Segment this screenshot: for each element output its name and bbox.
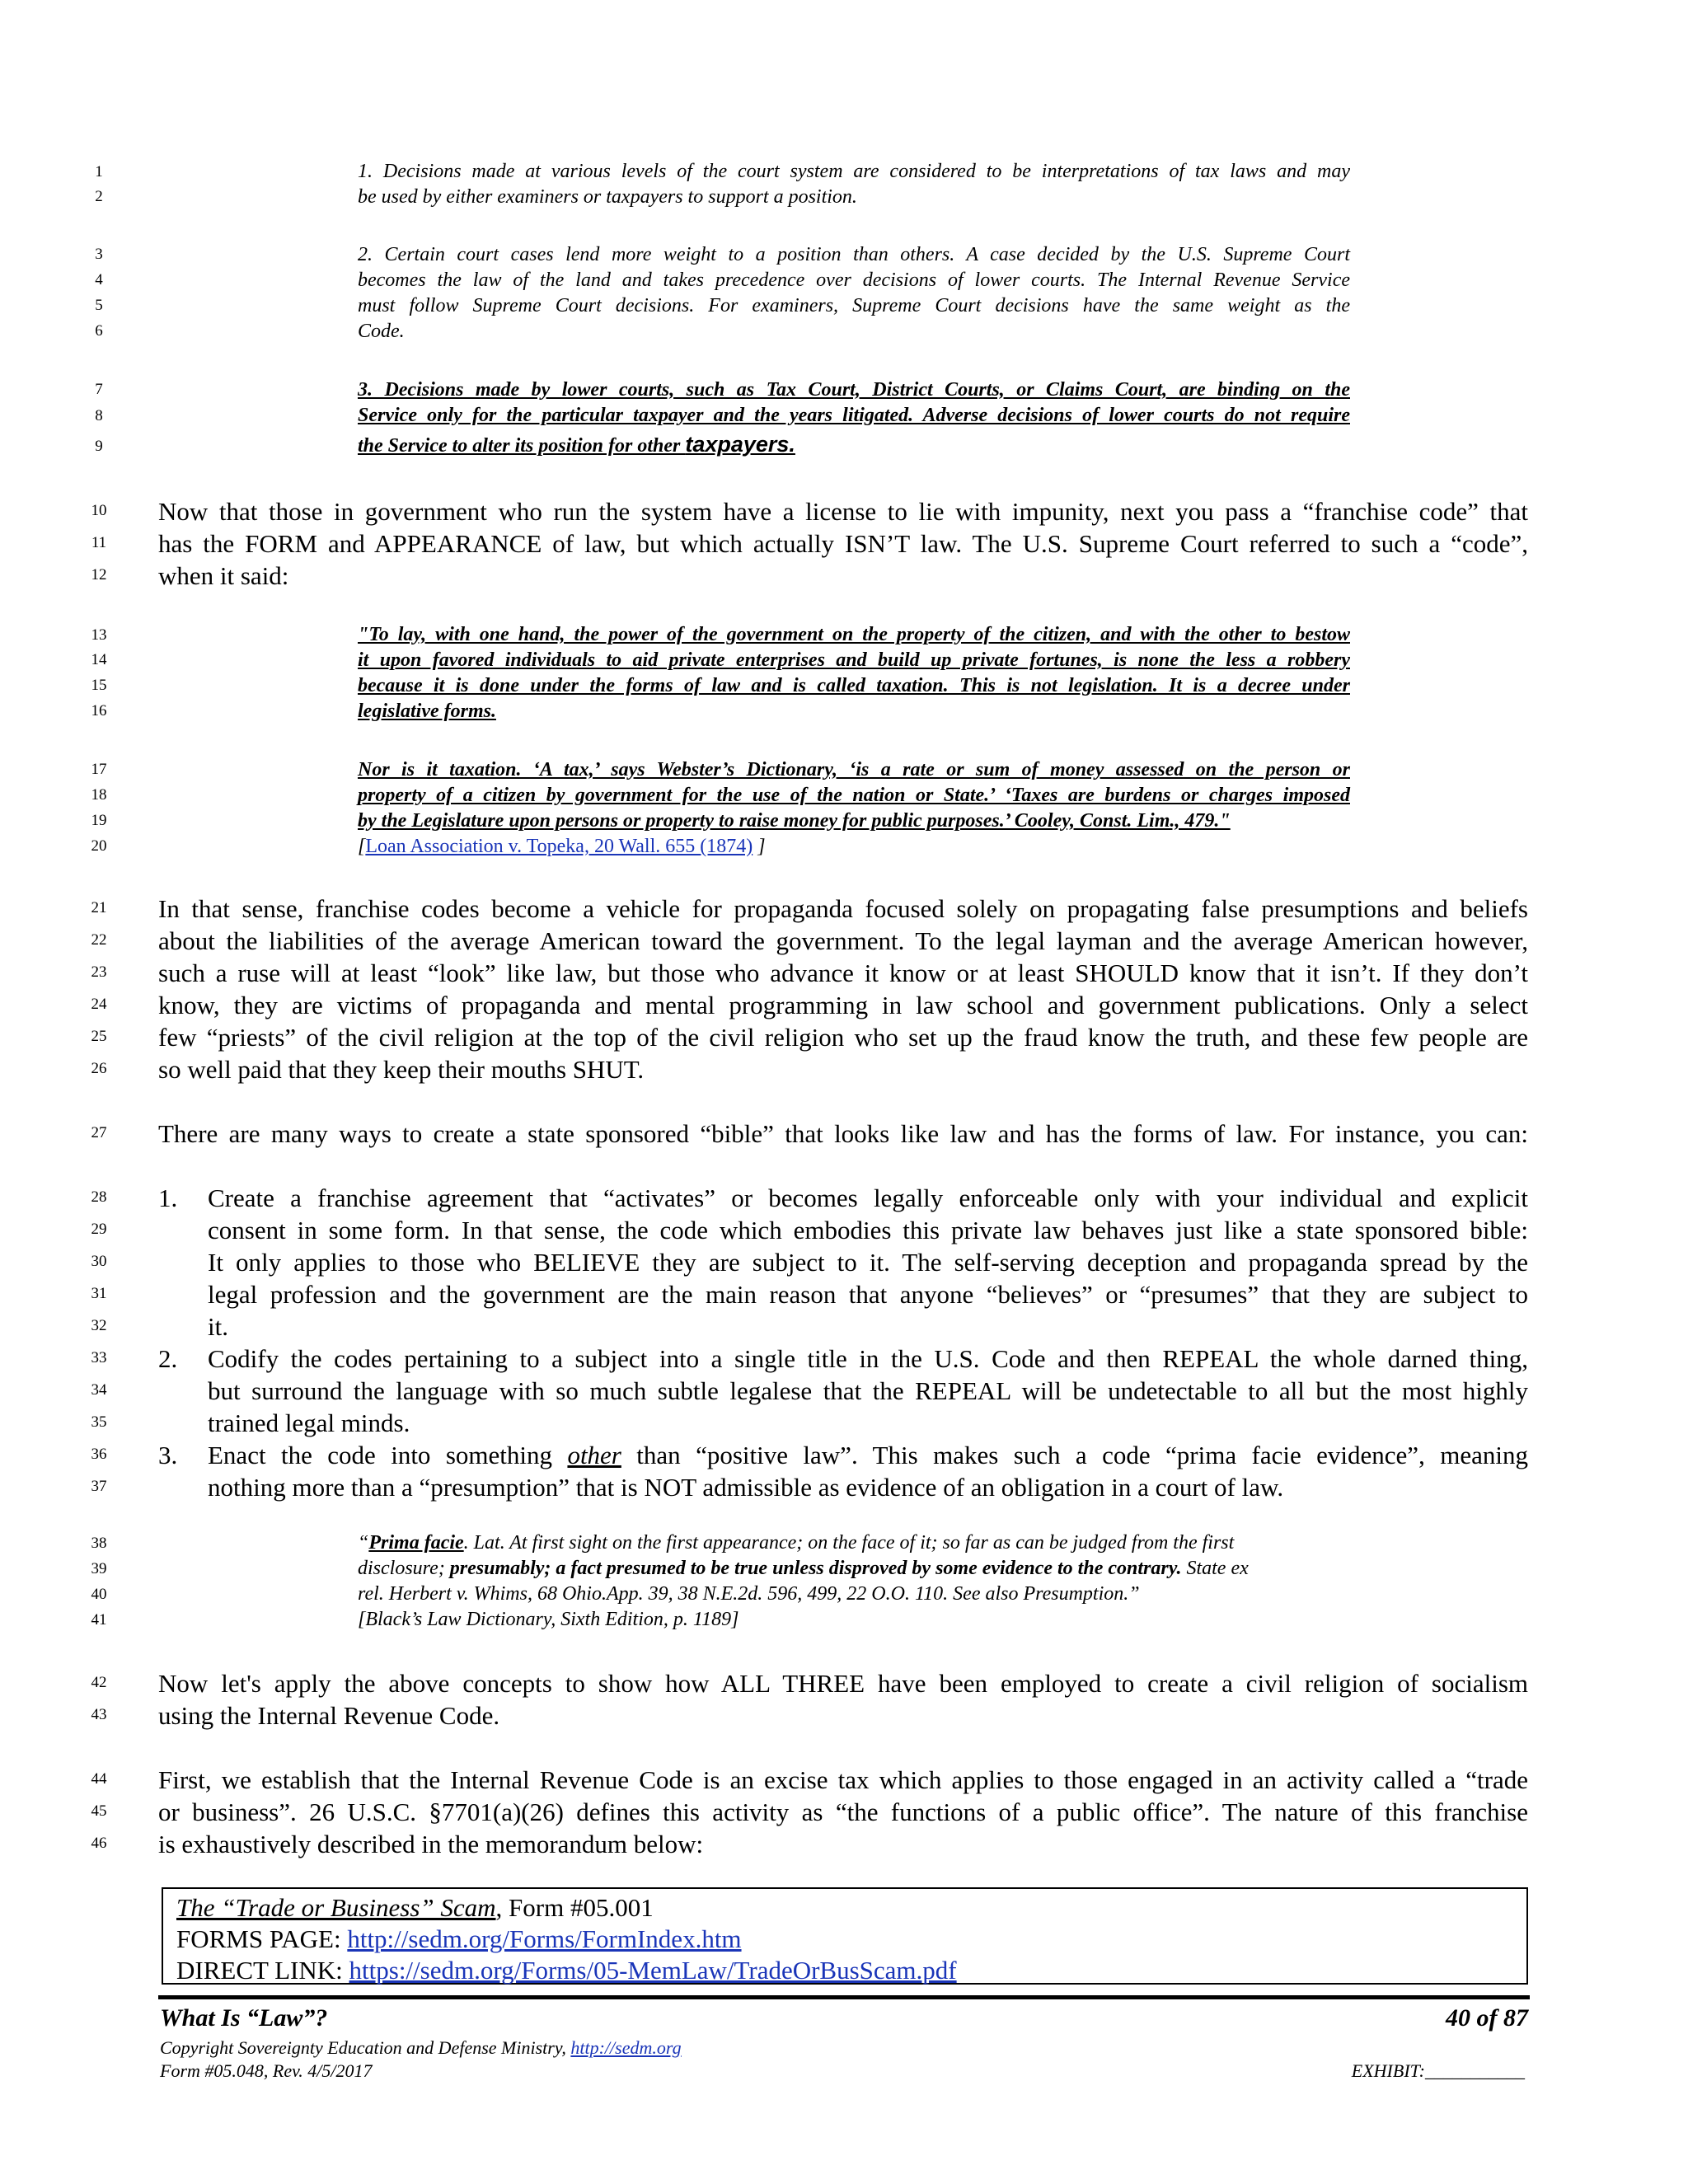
quote-text: the Service to alter its position for other — [358, 435, 686, 457]
quote-line: legislative forms. — [358, 701, 496, 722]
direct-link[interactable]: https://sedm.org/Forms/05-MemLaw/TradeOrBusScam.pdf — [349, 1956, 957, 1985]
line-number: 22 — [91, 931, 107, 949]
reference-title: The “Trade or Business” Scam — [176, 1893, 496, 1922]
line-number: 2 — [95, 188, 103, 205]
line-number: 21 — [91, 899, 107, 916]
line-number: 46 — [91, 1835, 107, 1852]
quote-line: Nor is it taxation. ‘A tax,’ says Webster’s Dictionary, ‘is a rate or sum of money assessed on the person or — [358, 759, 1350, 780]
line-number: 4 — [95, 271, 103, 288]
citation-bracket: ] — [753, 836, 766, 857]
line-number: 28 — [91, 1188, 107, 1206]
body-line: Now let's apply the above concepts to show how ALL THREE have been employed to create a civil religion of socialism — [158, 1669, 1528, 1698]
line-number: 18 — [91, 786, 107, 804]
quote-line — [358, 1556, 1350, 1582]
quote-line: 3. Decisions made by lower courts, such as Tax Court, District Courts, or Claims Court, are binding on the — [358, 379, 1350, 401]
list-item-line: Create a franchise agreement that “activates” or becomes legally enforceable only with your individual and explicit — [208, 1183, 1528, 1212]
quote-line: [Black’s Law Dictionary, Sixth Edition, p. 1189] — [358, 1609, 739, 1630]
direct-link-line — [176, 1955, 957, 1986]
body-line: about the liabilities of the average American toward the government. To the legal layman and the average American however, — [158, 926, 1528, 955]
line-number: 6 — [95, 322, 103, 340]
list-text: Enact the code into something — [208, 1441, 568, 1469]
list-item-line: but surround the language with so much subtle legalese that the REPEAL will be undetectable to all but the most highly — [208, 1376, 1528, 1405]
quote-line — [358, 1530, 1350, 1556]
case-citation-link[interactable]: Loan Association v. Topeka, 20 Wall. 655 (1874) — [365, 836, 753, 857]
quote-line: Code. — [358, 321, 405, 342]
footer-copyright — [160, 2037, 682, 2059]
line-number: 23 — [91, 963, 107, 981]
list-item-line: it. — [208, 1312, 228, 1341]
copyright-text: Copyright Sovereignty Education and Defense Ministry, — [160, 2037, 571, 2058]
line-number: 30 — [91, 1253, 107, 1270]
body-line: such a ruse will at least “look” like law, but those who advance it know or at least SHOULD know that it isn’t. If they don’t — [158, 958, 1528, 987]
line-number: 13 — [91, 626, 107, 644]
line-number: 3 — [95, 246, 103, 263]
page-number: 40 of 87 — [1446, 2004, 1528, 2032]
quote-line: be used by either examiners or taxpayers to support a position. — [358, 186, 857, 208]
footer-form-number: Form #05.048, Rev. 4/5/2017 — [160, 2060, 373, 2081]
line-number: 44 — [91, 1770, 107, 1788]
line-number: 43 — [91, 1706, 107, 1723]
quote-line: becomes the law of the land and takes precedence over decisions of lower courts. The Internal Revenue Service — [358, 269, 1350, 291]
line-number: 36 — [91, 1446, 107, 1463]
list-number: 1. — [158, 1183, 178, 1212]
line-number: 17 — [91, 761, 107, 778]
list-item-line — [208, 1439, 1528, 1471]
line-number: 40 — [91, 1586, 107, 1603]
line-number: 25 — [91, 1028, 107, 1045]
line-number: 8 — [95, 407, 103, 424]
sedm-link[interactable]: http://sedm.org — [570, 2037, 682, 2058]
line-number: 27 — [91, 1124, 107, 1141]
quote-open: “ — [358, 1532, 369, 1554]
line-number: 35 — [91, 1413, 107, 1431]
defined-term: Prima facie — [368, 1532, 464, 1554]
footer-rule — [158, 1995, 1530, 1999]
quote-line: by the Legislature upon persons or property to raise money for public purposes.’ Cooley, Const. Lim., 479." — [358, 810, 1231, 832]
list-item-line: consent in some form. In that sense, the code which embodies this private law behaves just like a state sponsored bible: — [208, 1216, 1528, 1244]
list-item-line: legal profession and the government are the main reason that anyone “believes” or “presumes” that they are subject to — [208, 1280, 1528, 1309]
line-number: 45 — [91, 1802, 107, 1820]
line-number: 42 — [91, 1674, 107, 1691]
quote-line: it upon favored individuals to aid private enterprises and build up private fortunes, is none the less a robbery — [358, 649, 1350, 671]
line-number: 16 — [91, 702, 107, 719]
list-item-line: trained legal minds. — [208, 1408, 410, 1437]
quote-text: disclosure; — [358, 1558, 450, 1579]
quote-line: because it is done under the forms of law and is called taxation. This is not legislation. It is a decree under — [358, 675, 1350, 696]
quote-line: 2. Certain court cases lend more weight to a position than others. A case decided by the U.S. Supreme Court — [358, 244, 1350, 265]
list-emphasis: other — [567, 1441, 621, 1469]
forms-page-label: FORMS PAGE: — [176, 1924, 348, 1953]
list-number: 3. — [158, 1441, 178, 1469]
body-line: has the FORM and APPEARANCE of law, but which actually ISN’T law. The U.S. Supreme Court referred to such a “code”, — [158, 529, 1528, 558]
line-number: 33 — [91, 1349, 107, 1366]
body-line: using the Internal Revenue Code. — [158, 1701, 500, 1730]
line-number: 38 — [91, 1535, 107, 1552]
body-line: when it said: — [158, 561, 289, 590]
line-number: 24 — [91, 996, 107, 1013]
quote-line: Service only for the particular taxpayer and the years litigated. Adverse decisions of lower courts do not require — [358, 405, 1350, 426]
line-number: 41 — [91, 1611, 107, 1629]
quote-line — [358, 432, 1350, 459]
forms-page-link[interactable]: http://sedm.org/Forms/FormIndex.htm — [347, 1924, 742, 1953]
body-line: First, we establish that the Internal Revenue Code is an excise tax which applies to those engaged in an activity called a “trade — [158, 1765, 1528, 1794]
line-number: 31 — [91, 1285, 107, 1302]
line-number: 20 — [91, 837, 107, 855]
line-number: 39 — [91, 1560, 107, 1577]
body-line: know, they are victims of propaganda and mental programming in law school and government publications. Only a select — [158, 991, 1528, 1019]
list-text: than “positive law”. This makes such a code “prima facie evidence”, meaning — [621, 1441, 1528, 1469]
list-item-line: Codify the codes pertaining to a subject into a single title in the U.S. Code and then REPEAL the whole darned thing, — [208, 1344, 1528, 1373]
line-number: 12 — [91, 566, 107, 583]
body-line: so well paid that they keep their mouths SHUT. — [158, 1055, 645, 1084]
line-number: 5 — [95, 297, 103, 314]
line-number: 9 — [95, 438, 103, 455]
line-number: 1 — [95, 163, 103, 180]
list-item-line: It only applies to those who BELIEVE they are subject to it. The self-serving deception and propaganda spread by the — [208, 1248, 1528, 1277]
direct-link-label: DIRECT LINK: — [176, 1956, 349, 1985]
body-line: Now that those in government who run the system have a license to lie with impunity, next you pass a “franchise code” that — [158, 497, 1528, 526]
line-number: 19 — [91, 812, 107, 829]
reference-box — [162, 1887, 1528, 1985]
line-number: 11 — [91, 534, 107, 551]
footer-exhibit: EXHIBIT:___________ — [1351, 2060, 1525, 2081]
citation-bracket: [ — [358, 836, 366, 857]
line-number: 14 — [91, 651, 107, 668]
line-number: 10 — [91, 502, 107, 519]
quote-emphasis: taxpayers. — [685, 432, 795, 457]
line-number: 26 — [91, 1060, 107, 1077]
line-number: 15 — [91, 677, 107, 694]
reference-title-line — [176, 1892, 654, 1924]
body-line: is exhaustively described in the memorandum below: — [158, 1830, 704, 1858]
list-item-line: nothing more than a “presumption” that is NOT admissible as evidence of an obligation in a court of law. — [208, 1473, 1284, 1502]
line-number: 34 — [91, 1381, 107, 1399]
line-number: 7 — [95, 381, 103, 398]
quote-text: . Lat. At first sight on the first appearance; on the face of it; so far as can be judged from the first — [463, 1532, 1235, 1554]
quote-line: 1. Decisions made at various levels of the court system are considered to be interpretations of tax laws and may — [358, 161, 1350, 182]
citation — [358, 834, 1350, 860]
quote-text: State ex — [1181, 1558, 1249, 1579]
quote-line: must follow Supreme Court decisions. For examiners, Supreme Court decisions have the same weight as the — [358, 295, 1350, 316]
line-number: 29 — [91, 1221, 107, 1238]
line-number: 32 — [91, 1317, 107, 1334]
quote-line: rel. Herbert v. Whims, 68 Ohio.App. 39, 38 N.E.2d. 596, 499, 22 O.O. 110. See also Presumption.” — [358, 1583, 1140, 1605]
list-number: 2. — [158, 1344, 178, 1373]
quote-line: property of a citizen by government for the use of the nation or State.’ ‘Taxes are burdens or charges imposed — [358, 785, 1350, 806]
quote-bold: presumably; a fact presumed to be true unless disproved by some evidence to the contrary. — [449, 1558, 1182, 1579]
quote-line: "To lay, with one hand, the power of the government on the property of the citizen, and with the other to bestow — [358, 624, 1350, 645]
forms-page-line — [176, 1924, 742, 1955]
footer-title: What Is “Law”? — [160, 2004, 328, 2032]
body-line: few “priests” of the civil religion at the top of the civil religion who set up the fraud know the truth, and these few people are — [158, 1023, 1528, 1052]
reference-form: , Form #05.001 — [495, 1893, 654, 1922]
body-line: In that sense, franchise codes become a vehicle for propaganda focused solely on propagating false presumptions and beliefs — [158, 894, 1528, 923]
body-line: or business”. 26 U.S.C. §7701(a)(26) defines this activity as “the functions of a public office”. The nature of this franchise — [158, 1797, 1528, 1826]
paragraph-ways: There are many ways to create a state sponsored “bible” that looks like law and has the forms of law. For instance, you can: — [158, 1119, 1528, 1148]
line-number: 37 — [91, 1478, 107, 1495]
